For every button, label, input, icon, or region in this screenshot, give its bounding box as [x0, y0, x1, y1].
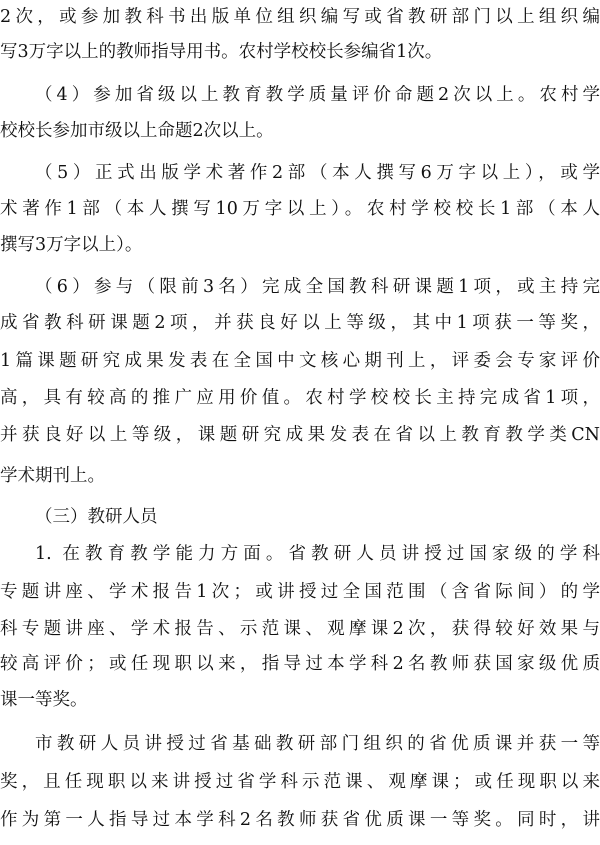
text-line: 撰写3万字以上）。	[0, 235, 143, 255]
text-line: 1篇课题研究成果发表在全国中文核心期刊上，评委会专家评价	[0, 351, 600, 371]
text-line: 高，具有较高的推广应用价值。农村学校校长主持完成省1项，	[0, 388, 600, 408]
text-line: 较高评价；或任现职以来，指导过本学科2名教师获国家级优质	[0, 654, 600, 674]
text-line: 校校长参加市级以上命题2次以上。	[0, 121, 274, 141]
text-line: 成省教科研课题2项，并获良好以上等级，其中1项获一等奖，	[0, 313, 600, 333]
text-line: 2次，或参加教科书出版单位组织编写或省教研部门以上组织编	[0, 7, 600, 27]
text-line: 市教研人员讲授过省基础教研部门组织的省优质课并获一等	[35, 734, 600, 754]
text-line: 写3万字以上的教师指导用书。农村学校校长参编省1次。	[0, 42, 443, 62]
text-line: 奖，且任现职以来讲授过省学科示范课、观摩课；或任现职以来	[0, 772, 600, 792]
text-line: （5）正式出版学术著作2部（本人撰写6万字以上），或学	[35, 163, 600, 183]
text-line: （4）参加省级以上教育教学质量评价命题2次以上。农村学	[35, 85, 600, 105]
text-line: 专题讲座、学术报告1次；或讲授过全国范围（含省际间）的学	[0, 582, 600, 602]
text-line: 课一等奖。	[0, 690, 88, 710]
text-line: 术著作1部（本人撰写10万字以上）。农村学校校长1部（本人	[0, 199, 600, 219]
text-line: 学术期刊上。	[0, 466, 105, 486]
section-heading: （三）教研人员	[35, 507, 158, 527]
text-line: （6）参与（限前3名）完成全国教科研课题1项，或主持完	[35, 277, 600, 297]
text-line: 科专题讲座、学术报告、示范课、观摩课2次，获得较好效果与	[0, 619, 600, 639]
text-line: 作为第一人指导过本学科2名教师获省优质课一等奖。同时，讲	[0, 810, 600, 830]
text-line: 并获良好以上等级，课题研究成果发表在省以上教育教学类CN	[0, 425, 600, 445]
text-line: 1. 在教育教学能力方面。省教研人员讲授过国家级的学科	[35, 544, 600, 564]
